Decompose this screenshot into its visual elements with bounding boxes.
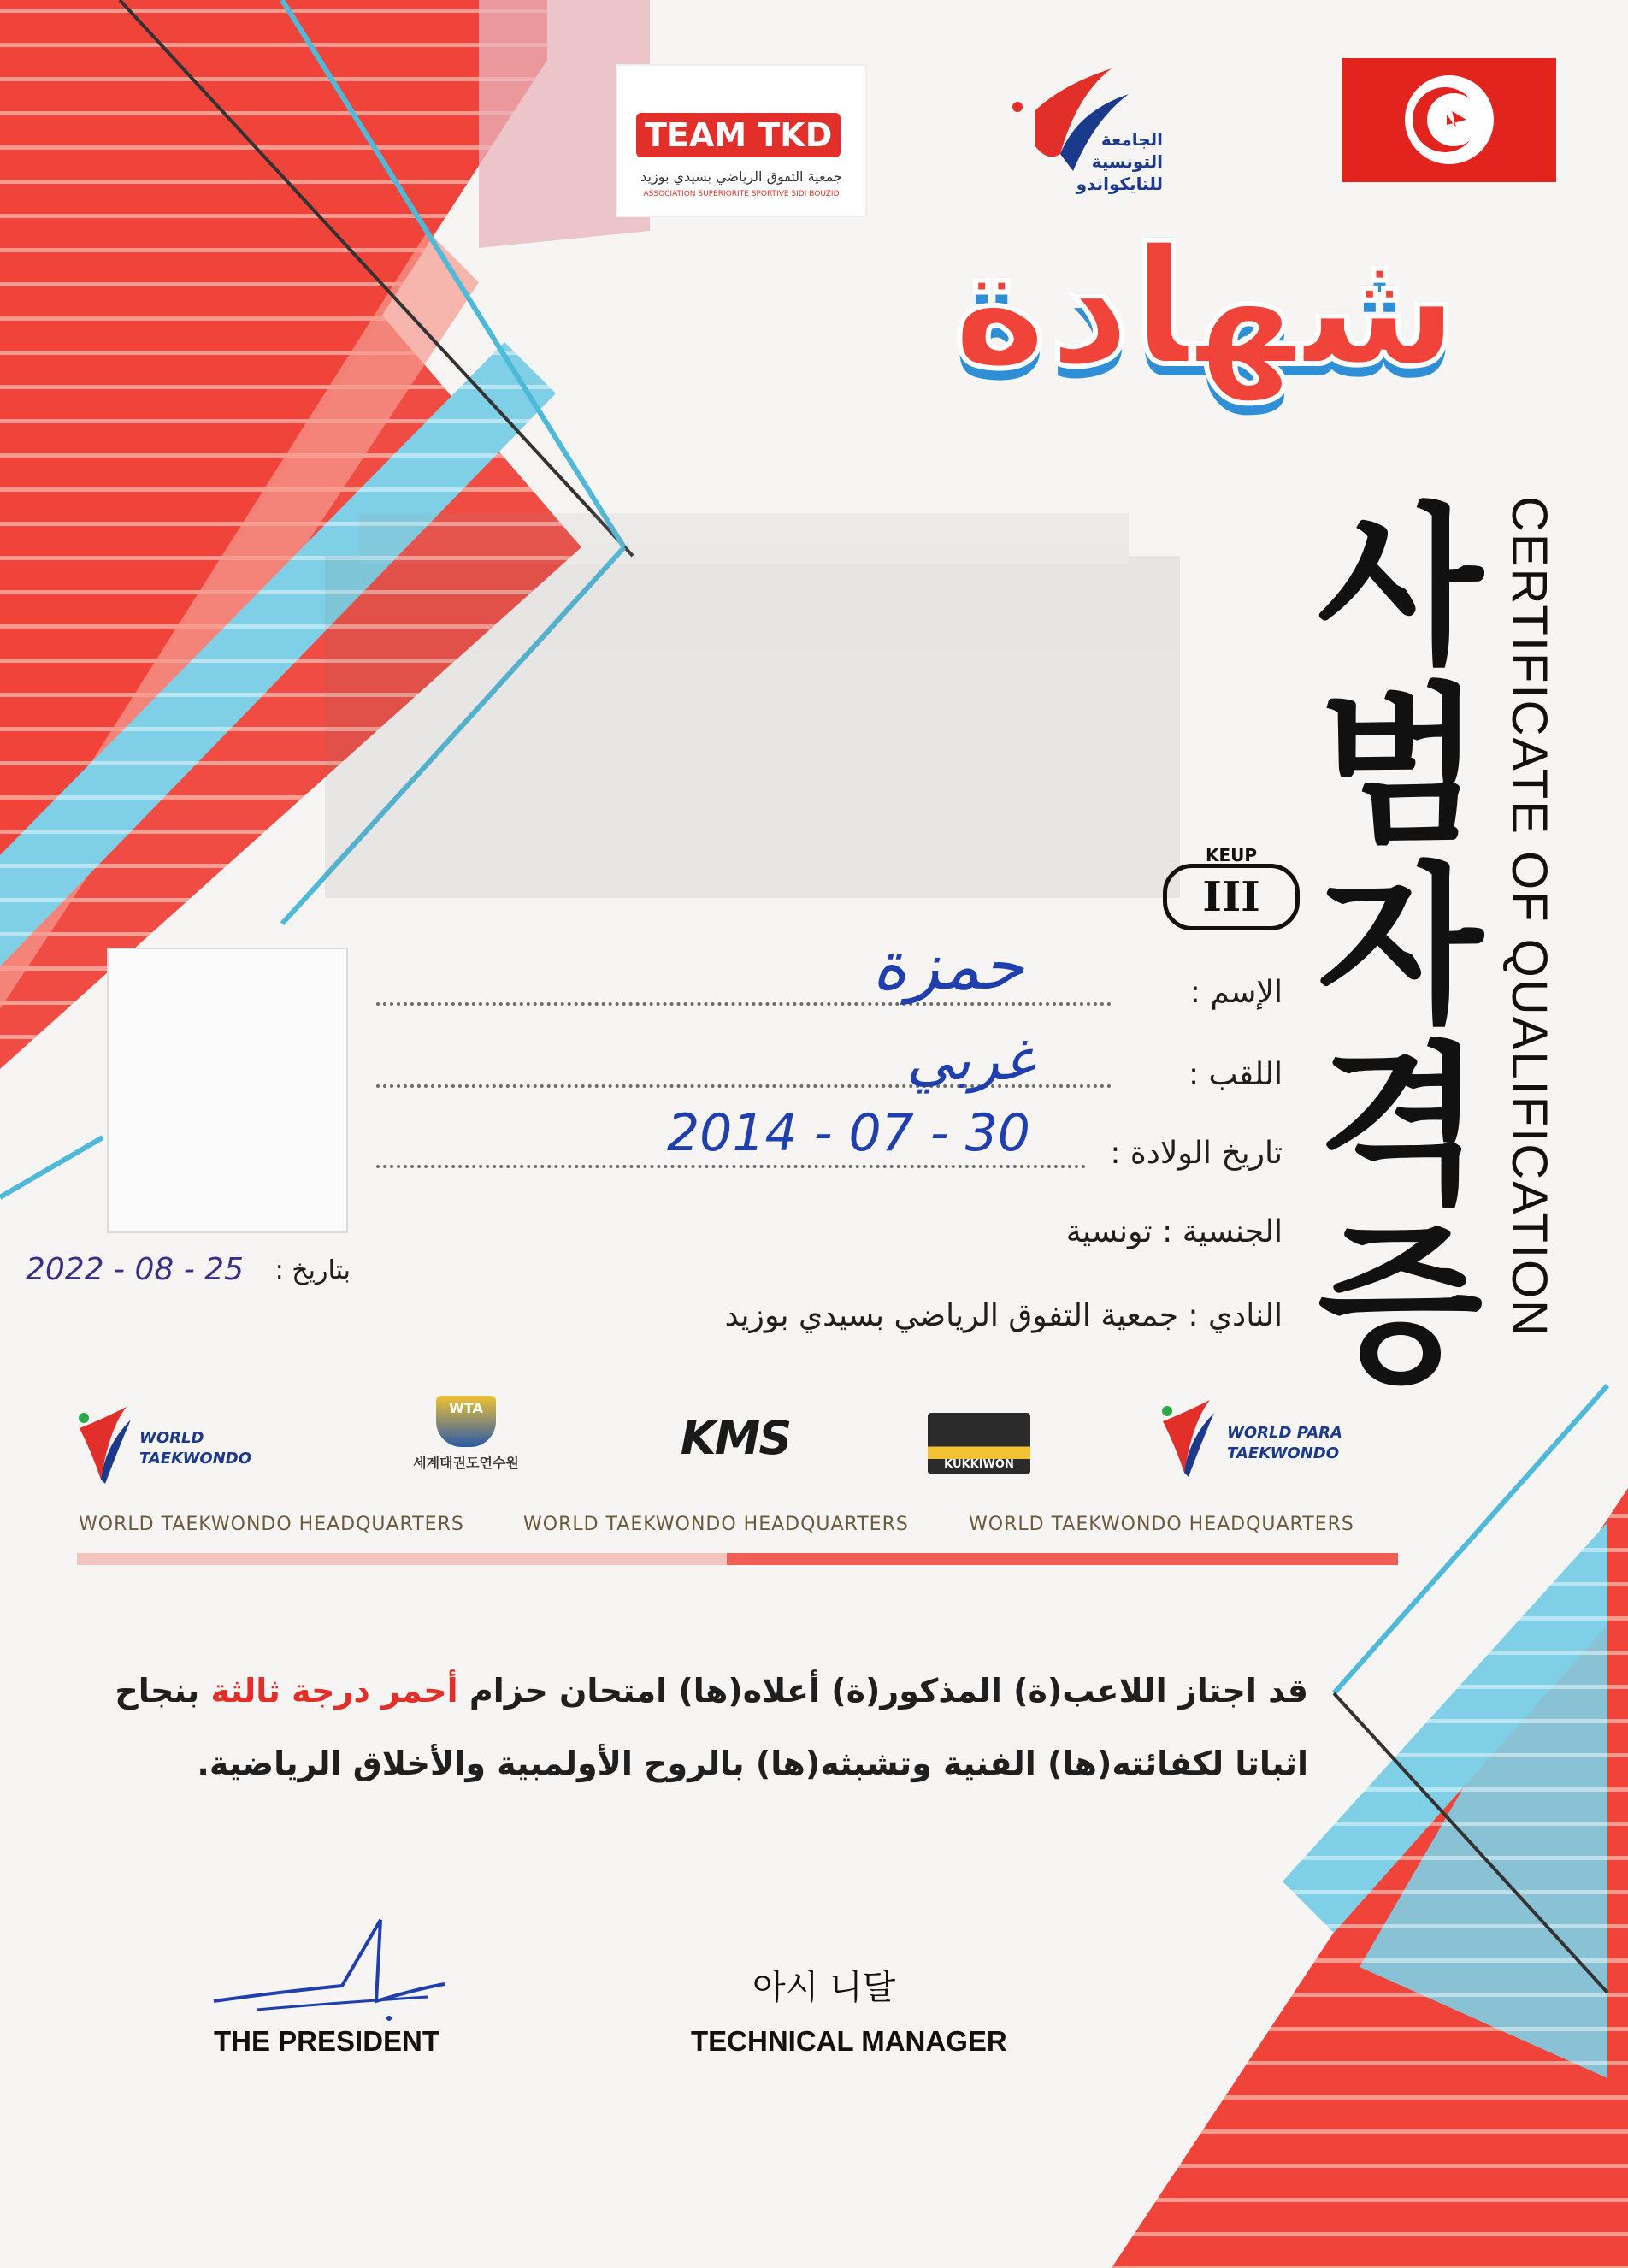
belt-grade-text: أحمر درجة ثالثة <box>210 1672 458 1710</box>
grade-label: KEUP <box>1206 845 1258 865</box>
english-title: CERTIFICATE OF QUALIFICATION <box>1501 496 1557 1338</box>
body-line-1 <box>77 1672 1308 1710</box>
kms-text: KMS <box>680 1411 791 1465</box>
wta-logo <box>393 1396 539 1490</box>
grade-badge <box>1163 864 1300 930</box>
world-taekwondo-logo <box>75 1403 298 1488</box>
birthdate-dotted-line <box>376 1165 1086 1168</box>
president-signature <box>205 1907 462 2027</box>
name-value: حمزة <box>872 928 1024 1005</box>
hq-label-1: WORLD TAEKWONDO HEADQUARTERS <box>79 1514 464 1535</box>
birthdate-value: 2014 - 07 - 30 <box>667 1103 1030 1163</box>
body-line-1-part-1: قد اجتاز اللاعب(ة) المذكور(ة) أعلاه(ها) امتحان حزام <box>469 1672 1308 1710</box>
federation-logo-text: الجامعة التونسية للتايكواندو <box>1076 129 1163 194</box>
world-para-taekwondo-logo <box>1154 1396 1411 1490</box>
kukkiwon-text: KUKKIWON <box>944 1458 1014 1471</box>
wta-emblem <box>436 1396 496 1447</box>
korean-title: 사범자격증 <box>1286 496 1485 1394</box>
club-logo-sub-en: ASSOCIATION SUPERIORITE SPORTIVE SIDI BOUZID <box>643 190 840 198</box>
arabic-title: شهادة <box>952 213 1460 402</box>
body-line-1-part-2: بنجاح <box>115 1672 200 1710</box>
club-line: النادي : جمعية التفوق الرياضي بسيدي بوزيد <box>724 1298 1283 1333</box>
building-watermark <box>325 513 1180 898</box>
surname-label: اللقب : <box>1188 1057 1283 1092</box>
wta-caption: 세계태권도연수원 <box>413 1455 519 1471</box>
kms-logo <box>667 1411 804 1480</box>
grade-value: III <box>1202 873 1260 921</box>
issue-date-value: 2022 - 08 - 25 <box>26 1252 244 1287</box>
tunisia-flag-icon <box>1342 58 1556 182</box>
issue-date-label: بتاريخ : <box>274 1255 351 1285</box>
world-taekwondo-text: WORLD TAEKWONDO <box>139 1429 252 1468</box>
world-taekwondo-icon <box>75 1403 135 1488</box>
manager-name: 아시 니달 <box>752 1968 896 2007</box>
kukkiwon-logo <box>928 1413 1030 1474</box>
birthdate-label: تاريخ الولادة : <box>1110 1136 1283 1171</box>
president-label: THE PRESIDENT <box>214 2025 440 2057</box>
tunisia-flag <box>1342 58 1556 182</box>
club-logo <box>616 64 867 217</box>
surname-value: غربي <box>906 1026 1034 1094</box>
world-para-taekwondo-icon <box>1154 1396 1223 1481</box>
club-logo-text: TEAM TKD <box>636 113 841 157</box>
body-line-2: اثباتا لكفائته(ها) الفنية وتشبثه(ها) بالروح الأولمبية والأخلاق الرياضية. <box>197 1745 1308 1782</box>
hq-label-3: WORLD TAEKWONDO HEADQUARTERS <box>969 1514 1354 1535</box>
club-logo-sub-ar: جمعية التفوق الرياضي بسيدي بوزيد <box>640 168 842 185</box>
world-para-taekwondo-text: WORLD PARA TAEKWONDO <box>1227 1424 1342 1462</box>
hq-label-2: WORLD TAEKWONDO HEADQUARTERS <box>523 1514 909 1535</box>
nationality: الجنسية : تونسية <box>1065 1214 1283 1249</box>
manager-label: TECHNICAL MANAGER <box>691 2025 1007 2057</box>
name-label: الإسم : <box>1189 975 1283 1010</box>
photo-placeholder <box>107 948 348 1233</box>
federation-logo <box>1000 60 1171 205</box>
wta-text: WTA <box>449 1400 483 1416</box>
